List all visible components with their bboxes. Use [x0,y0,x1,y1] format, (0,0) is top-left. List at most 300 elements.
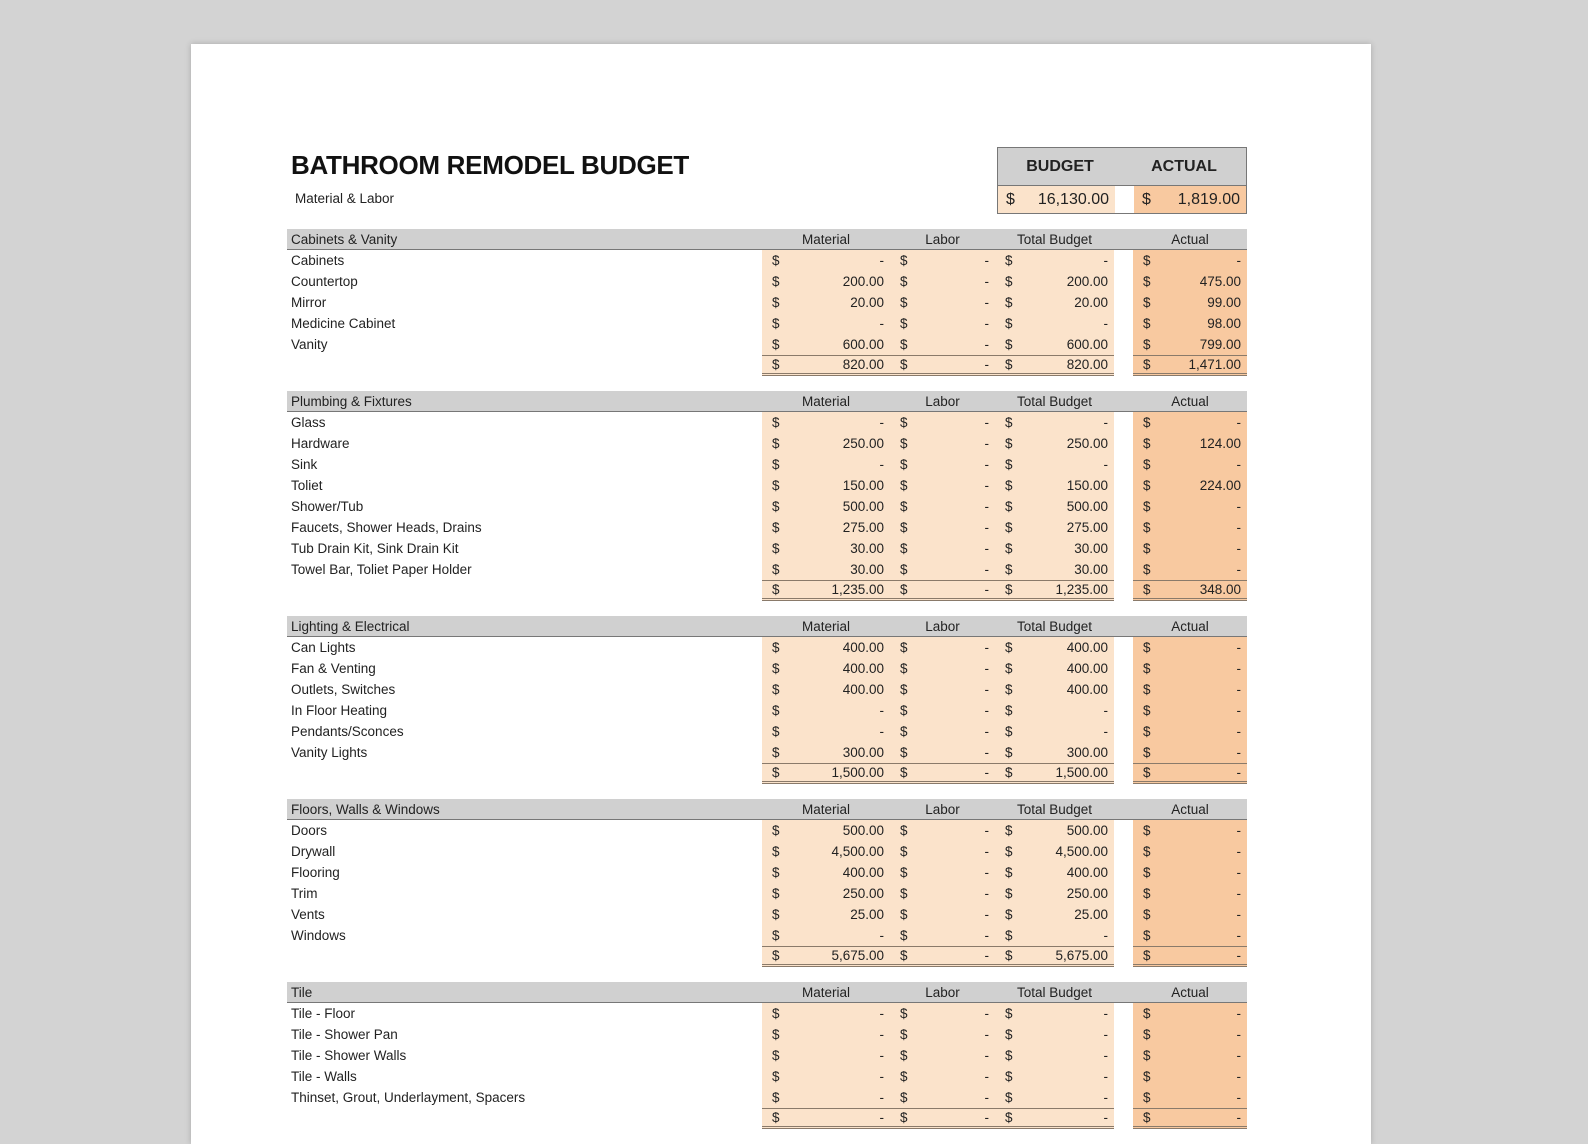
total-cell[interactable] [995,559,1114,580]
material-cell[interactable] [762,334,890,355]
item-label[interactable]: Tub Drain Kit, Sink Drain Kit [291,541,459,556]
material-cell[interactable] [762,1003,890,1024]
material-cell[interactable] [762,292,890,313]
material-cell[interactable] [762,904,890,925]
labor-cell[interactable] [890,721,995,742]
currency-symbol: $ [900,478,908,493]
material-cell[interactable] [762,1045,890,1066]
labor-value: - [984,1048,989,1063]
material-value: 250.00 [842,436,884,451]
actual-cell[interactable] [1133,292,1247,313]
currency-symbol: $ [772,907,780,922]
item-label[interactable]: Drywall [291,844,336,859]
actual-value: - [1236,562,1241,577]
labor-cell[interactable] [890,841,995,862]
total-value: 500.00 [1066,823,1108,838]
material-value: - [879,415,884,430]
total-cell[interactable] [995,658,1114,679]
total-cell[interactable] [995,538,1114,559]
currency-symbol: $ [900,357,908,372]
col-actual: Actual [1171,618,1209,634]
col-actual: Actual [1171,984,1209,1000]
currency-symbol: $ [900,253,908,268]
labor-cell[interactable] [890,454,995,475]
currency-symbol: $ [1005,582,1013,597]
table-row [287,559,1247,580]
total-cell[interactable] [995,412,1114,433]
table-row [287,517,1247,538]
currency-symbol: $ [900,415,908,430]
actual-cell[interactable] [1133,946,1247,967]
material-cell[interactable] [762,1087,890,1108]
item-label[interactable]: Outlets, Switches [291,682,396,697]
material-cell[interactable] [762,925,890,946]
col-actual: Actual [1171,801,1209,817]
actual-cell[interactable] [1133,250,1247,271]
actual-cell[interactable] [1133,313,1247,334]
table-row [287,454,1247,475]
labor-cell[interactable] [890,292,995,313]
labor-cell[interactable] [890,580,995,601]
material-cell[interactable] [762,637,890,658]
item-label[interactable]: Mirror [291,295,327,310]
total-value: - [1103,928,1108,943]
total-cell[interactable] [995,637,1114,658]
section-title: Tile [291,984,313,1000]
currency-symbol: $ [1005,562,1013,577]
material-cell[interactable] [762,250,890,271]
actual-cell[interactable] [1133,862,1247,883]
total-value: 200.00 [1066,274,1108,289]
item-label[interactable]: Vents [291,907,325,922]
total-cell[interactable] [995,820,1114,841]
total-cell[interactable] [995,841,1114,862]
col-material: Material [801,984,850,1000]
labor-cell[interactable] [890,820,995,841]
currency-symbol: $ [1143,499,1151,514]
col-material: Material [801,393,850,409]
material-value: 500.00 [842,499,884,514]
actual-value: - [1236,1006,1241,1021]
section-header [287,391,1247,412]
material-cell[interactable] [762,412,890,433]
labor-value: - [984,1069,989,1084]
item-label[interactable]: Tile - Shower Pan [291,1027,398,1042]
labor-value: - [984,253,989,268]
labor-value: - [984,357,989,372]
material-cell[interactable] [762,820,890,841]
labor-cell[interactable] [890,904,995,925]
labor-cell[interactable] [890,742,995,763]
labor-cell[interactable] [890,313,995,334]
total-cell[interactable] [995,433,1114,454]
total-cell[interactable] [995,925,1114,946]
actual-cell[interactable] [1133,1066,1247,1087]
material-value: 25.00 [850,907,884,922]
actual-value: 799.00 [1199,337,1241,352]
material-value: - [879,316,884,331]
labor-cell[interactable] [890,925,995,946]
currency-symbol: $ [1005,765,1013,780]
currency-symbol: $ [1143,1006,1151,1021]
labor-cell[interactable] [890,475,995,496]
material-cell[interactable] [762,1066,890,1087]
material-cell[interactable] [762,475,890,496]
material-cell[interactable] [762,883,890,904]
actual-value: 98.00 [1207,316,1241,331]
actual-cell[interactable] [1133,538,1247,559]
labor-cell[interactable] [890,1024,995,1045]
col-actual: Actual [1171,231,1209,247]
actual-cell[interactable] [1133,721,1247,742]
item-label[interactable]: Medicine Cabinet [291,316,396,331]
currency-symbol: $ [900,1110,908,1125]
currency-symbol: $ [900,703,908,718]
budget-total-cell[interactable] [998,186,1115,213]
currency-symbol: $ [1005,682,1013,697]
currency-symbol: $ [1143,886,1151,901]
actual-cell[interactable] [1133,763,1247,784]
col-material: Material [801,618,850,634]
labor-cell[interactable] [890,496,995,517]
labor-value: - [984,886,989,901]
total-cell[interactable] [995,742,1114,763]
material-cell[interactable] [762,433,890,454]
material-cell[interactable] [762,454,890,475]
actual-cell[interactable] [1133,700,1247,721]
labor-cell[interactable] [890,1087,995,1108]
total-cell[interactable] [995,904,1114,925]
currency-symbol: $ [772,765,780,780]
item-label[interactable]: Flooring [291,865,340,880]
total-value: 1,500.00 [1055,765,1108,780]
actual-cell[interactable] [1133,1108,1247,1129]
material-cell[interactable] [762,841,890,862]
currency-symbol: $ [900,499,908,514]
section-title: Floors, Walls & Windows [291,801,440,817]
material-value: 4,500.00 [831,844,884,859]
total-cell[interactable] [995,721,1114,742]
total-value: - [1103,1006,1108,1021]
labor-value: - [984,337,989,352]
total-value: - [1103,1027,1108,1042]
currency-symbol: $ [1143,457,1151,472]
total-cell[interactable] [995,271,1114,292]
table-row [287,250,1247,271]
actual-value: - [1236,253,1241,268]
section-header [287,982,1247,1003]
item-label[interactable]: Shower/Tub [291,499,364,514]
item-label[interactable]: Sink [291,457,318,472]
material-cell[interactable] [762,763,890,784]
item-label[interactable]: Can Lights [291,640,356,655]
labor-value: - [984,520,989,535]
currency-symbol: $ [1005,1048,1013,1063]
material-value: 250.00 [842,886,884,901]
labor-cell[interactable] [890,1045,995,1066]
currency-symbol: $ [1005,520,1013,535]
material-value: 600.00 [842,337,884,352]
item-label[interactable]: Trim [291,886,318,901]
actual-cell[interactable] [1133,925,1247,946]
item-label[interactable]: Fan & Venting [291,661,376,676]
currency-symbol: $ [1005,415,1013,430]
currency-symbol: $ [772,844,780,859]
actual-cell[interactable] [1133,580,1247,601]
currency-symbol: $ [772,520,780,535]
currency-symbol: $ [1005,948,1013,963]
labor-cell[interactable] [890,1066,995,1087]
actual-cell[interactable] [1133,355,1247,376]
total-value: 400.00 [1066,682,1108,697]
total-cell[interactable] [995,517,1114,538]
total-cell[interactable] [995,475,1114,496]
currency-symbol: $ [1005,865,1013,880]
total-cell[interactable] [995,496,1114,517]
item-label[interactable]: Vanity [291,337,328,352]
currency-symbol: $ [900,682,908,697]
material-cell[interactable] [762,1108,890,1129]
material-cell[interactable] [762,496,890,517]
item-label[interactable]: Cabinets [291,253,345,268]
section-header [287,799,1247,820]
currency-symbol: $ [900,457,908,472]
total-value: - [1103,316,1108,331]
material-cell[interactable] [762,742,890,763]
labor-value: - [984,541,989,556]
labor-value: - [984,1090,989,1105]
actual-cell[interactable] [1133,1045,1247,1066]
actual-cell[interactable] [1133,1003,1247,1024]
material-value: 400.00 [842,682,884,697]
labor-cell[interactable] [890,1003,995,1024]
total-value: 400.00 [1066,865,1108,880]
item-label[interactable]: Glass [291,415,326,430]
actual-cell[interactable] [1133,820,1247,841]
item-label[interactable]: Towel Bar, Toliet Paper Holder [291,562,472,577]
table-row [287,925,1247,946]
item-label[interactable]: Tile - Floor [291,1006,356,1021]
total-cell[interactable] [995,334,1114,355]
actual-cell[interactable] [1133,517,1247,538]
labor-cell[interactable] [890,412,995,433]
total-cell[interactable] [995,1003,1114,1024]
labor-cell[interactable] [890,250,995,271]
item-label[interactable]: Vanity Lights [291,745,368,760]
actual-cell[interactable] [1133,475,1247,496]
currency-symbol: $ [1143,253,1151,268]
actual-value: - [1236,1069,1241,1084]
total-cell[interactable] [995,1087,1114,1108]
currency-symbol: $ [1005,1110,1013,1125]
total-cell[interactable] [995,250,1114,271]
actual-cell[interactable] [1133,334,1247,355]
material-cell[interactable] [762,862,890,883]
currency-symbol: $ [1143,844,1151,859]
actual-cell[interactable] [1133,271,1247,292]
total-value: - [1103,724,1108,739]
labor-cell[interactable] [890,700,995,721]
currency-symbol: $ [900,582,908,597]
total-cell[interactable] [995,862,1114,883]
currency-symbol: $ [1143,274,1151,289]
total-cell[interactable] [995,1066,1114,1087]
table-row [287,412,1247,433]
total-cell[interactable] [995,883,1114,904]
actual-value: - [1236,1090,1241,1105]
currency-symbol: $ [900,765,908,780]
actual-cell[interactable] [1133,658,1247,679]
item-label[interactable]: Pendants/Sconces [291,724,404,739]
total-cell[interactable] [995,313,1114,334]
actual-cell[interactable] [1133,904,1247,925]
labor-cell[interactable] [890,517,995,538]
total-cell[interactable] [995,946,1114,967]
actual-cell[interactable] [1133,433,1247,454]
col-labor: Labor [925,618,960,634]
actual-cell[interactable] [1133,742,1247,763]
actual-value: - [1236,520,1241,535]
total-cell[interactable] [995,763,1114,784]
item-label[interactable]: Doors [291,823,328,838]
actual-value: - [1236,1027,1241,1042]
currency-symbol: $ [772,928,780,943]
material-cell[interactable] [762,580,890,601]
material-cell[interactable] [762,700,890,721]
labor-cell[interactable] [890,883,995,904]
page-subtitle: Material & Labor [295,191,395,206]
total-cell[interactable] [995,1108,1114,1129]
total-cell[interactable] [995,454,1114,475]
actual-total-cell[interactable] [1134,186,1246,213]
total-cell[interactable] [995,355,1114,376]
material-cell[interactable] [762,313,890,334]
actual-cell[interactable] [1133,412,1247,433]
currency-symbol: $ [1005,436,1013,451]
section-total-row [287,580,1247,601]
material-cell[interactable] [762,658,890,679]
item-label[interactable]: Hardware [291,436,350,451]
material-cell[interactable] [762,355,890,376]
actual-cell[interactable] [1133,454,1247,475]
material-cell[interactable] [762,946,890,967]
labor-cell[interactable] [890,946,995,967]
labor-cell[interactable] [890,355,995,376]
actual-cell[interactable] [1133,637,1247,658]
material-cell[interactable] [762,679,890,700]
currency-symbol: $ [900,907,908,922]
material-cell[interactable] [762,1024,890,1045]
total-cell[interactable] [995,1045,1114,1066]
total-value: 275.00 [1066,520,1108,535]
total-cell[interactable] [995,1024,1114,1045]
actual-cell[interactable] [1133,841,1247,862]
currency-symbol: $ [1005,274,1013,289]
budget-section [287,616,1247,784]
material-cell[interactable] [762,517,890,538]
item-label[interactable]: Toliet [291,478,323,493]
material-value: 200.00 [842,274,884,289]
total-cell[interactable] [995,679,1114,700]
labor-cell[interactable] [890,559,995,580]
currency-symbol: $ [1005,1006,1013,1021]
item-label[interactable]: In Floor Heating [291,703,388,718]
currency-symbol: $ [772,1110,780,1125]
table-row [287,334,1247,355]
material-value: 500.00 [842,823,884,838]
table-row [287,475,1247,496]
actual-value: - [1236,703,1241,718]
actual-cell[interactable] [1133,559,1247,580]
actual-cell[interactable] [1133,883,1247,904]
actual-cell[interactable] [1133,679,1247,700]
labor-cell[interactable] [890,538,995,559]
page-title: BATHROOM REMODEL BUDGET [291,150,690,180]
currency-symbol: $ [900,1048,908,1063]
item-label[interactable]: Countertop [291,274,358,289]
currency-symbol: $ [900,1006,908,1021]
currency-symbol: $ [1005,703,1013,718]
item-label[interactable]: Tile - Walls [291,1069,357,1084]
labor-cell[interactable] [890,862,995,883]
item-label[interactable]: Thinset, Grout, Underlayment, Spacers [291,1090,526,1105]
item-label[interactable]: Faucets, Shower Heads, Drains [291,520,482,535]
currency-symbol: $ [900,640,908,655]
budget-total: 16,130.00 [1037,190,1109,208]
labor-cell[interactable] [890,433,995,454]
currency-symbol: $ [900,316,908,331]
labor-cell[interactable] [890,1108,995,1129]
section-title: Plumbing & Fixtures [291,393,412,409]
item-label[interactable]: Windows [291,928,346,943]
total-cell[interactable] [995,292,1114,313]
actual-cell[interactable] [1133,1087,1247,1108]
actual-cell[interactable] [1133,496,1247,517]
labor-cell[interactable] [890,334,995,355]
material-cell[interactable] [762,271,890,292]
total-value: 250.00 [1066,436,1108,451]
currency-symbol: $ [1005,1027,1013,1042]
table-row [287,742,1247,763]
material-cell[interactable] [762,721,890,742]
material-cell[interactable] [762,538,890,559]
table-row [287,904,1247,925]
labor-cell[interactable] [890,763,995,784]
total-cell[interactable] [995,700,1114,721]
table-row [287,883,1247,904]
actual-cell[interactable] [1133,1024,1247,1045]
labor-cell[interactable] [890,637,995,658]
labor-cell[interactable] [890,658,995,679]
labor-cell[interactable] [890,679,995,700]
currency-symbol: $ [772,1027,780,1042]
labor-cell[interactable] [890,271,995,292]
actual-value: - [1236,724,1241,739]
currency-symbol: $ [772,823,780,838]
material-value: - [879,457,884,472]
currency-symbol: $ [1005,844,1013,859]
material-cell[interactable] [762,559,890,580]
col-labor: Labor [925,393,960,409]
item-label[interactable]: Tile - Shower Walls [291,1048,407,1063]
actual-value: - [1236,823,1241,838]
total-value: 400.00 [1066,640,1108,655]
table-row [287,271,1247,292]
total-cell[interactable] [995,580,1114,601]
total-value: - [1103,1090,1108,1105]
currency-symbol: $ [772,1006,780,1021]
total-value: 600.00 [1066,337,1108,352]
